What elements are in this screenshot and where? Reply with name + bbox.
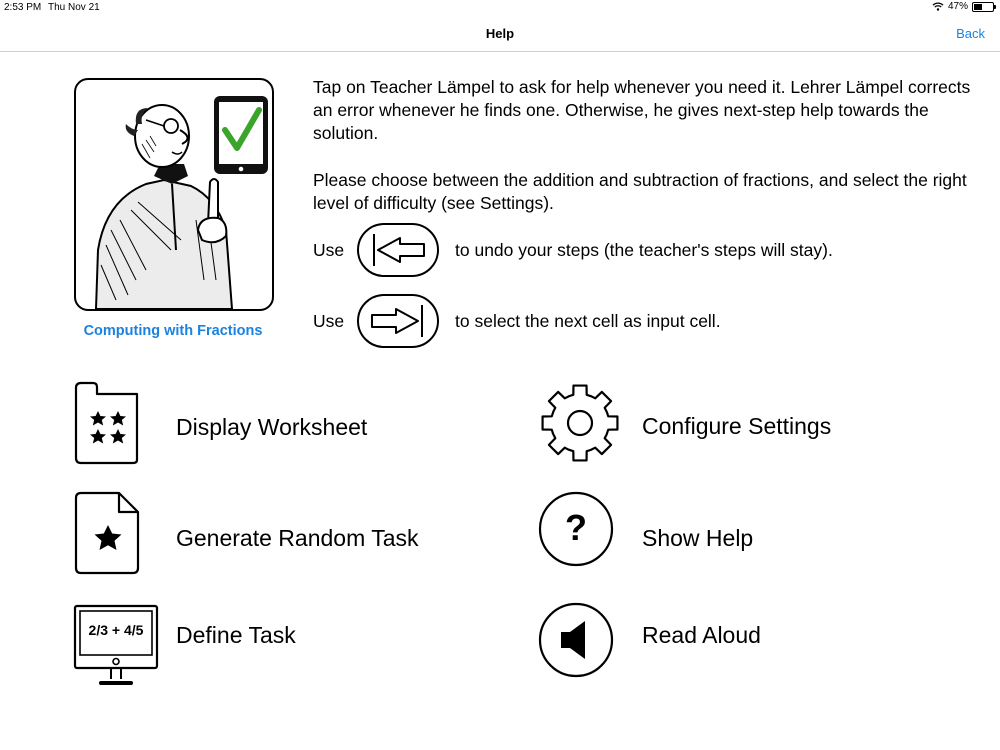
undo-use-label: Use — [313, 239, 345, 260]
battery-icon — [972, 2, 994, 12]
battery-percent: 47% — [947, 1, 968, 12]
navigation-bar — [0, 16, 1000, 52]
svg-text:?: ? — [565, 507, 587, 548]
worksheet-folder-icon[interactable] — [73, 380, 141, 465]
next-cell-help-row — [313, 294, 721, 348]
status-date: Thu Nov 21 — [48, 2, 100, 13]
undo-arrow-icon — [357, 223, 439, 277]
read-aloud-button[interactable]: Read Aloud — [642, 622, 761, 648]
question-circle-icon[interactable] — [537, 490, 615, 568]
wifi-icon — [932, 2, 944, 11]
document-star-icon[interactable] — [73, 490, 141, 576]
generate-random-task-button[interactable]: Generate Random Task — [176, 525, 419, 551]
show-help-button[interactable]: Show Help — [642, 525, 754, 551]
help-paragraph-choose: Please choose between the addition and subtraction of fractions, and select the right level of difficulty (see Settings). — [313, 170, 967, 213]
app-logo-card[interactable] — [74, 78, 274, 311]
status-time: 2:53 PM — [4, 2, 42, 13]
help-paragraph-teacher: Tap on Teacher Lämpel to ask for help whenever you need it. Lehrer Lämpel corrects an error whenever he finds one. Otherwise, he gives next-step help towards the solution. — [313, 77, 971, 143]
monitor-icon[interactable] — [73, 604, 159, 688]
battery-fill — [974, 4, 982, 10]
page-title: Help — [485, 26, 515, 41]
teacher-lampel-illustration — [76, 80, 272, 309]
next-arrow-icon — [357, 294, 439, 348]
undo-description: to undo your steps (the teacher's steps will stay). — [455, 239, 833, 260]
undo-help-row — [313, 223, 833, 277]
display-worksheet-button[interactable]: Display Worksheet — [176, 414, 368, 440]
monitor-frame — [73, 604, 159, 688]
status-bar — [0, 0, 1000, 16]
monitor-screen-text: 2/3 + 4/5 — [88, 622, 144, 638]
speaker-icon[interactable] — [537, 601, 615, 679]
app-name-label: Computing with Fractions — [83, 323, 263, 339]
back-button[interactable]: Back — [956, 26, 985, 41]
next-use-label: Use — [313, 310, 345, 331]
define-task-button[interactable]: Define Task — [176, 622, 296, 648]
next-description: to select the next cell as input cell. — [455, 310, 721, 331]
gear-icon[interactable] — [537, 380, 623, 466]
status-indicators — [932, 1, 994, 12]
configure-settings-button[interactable]: Configure Settings — [642, 413, 832, 439]
